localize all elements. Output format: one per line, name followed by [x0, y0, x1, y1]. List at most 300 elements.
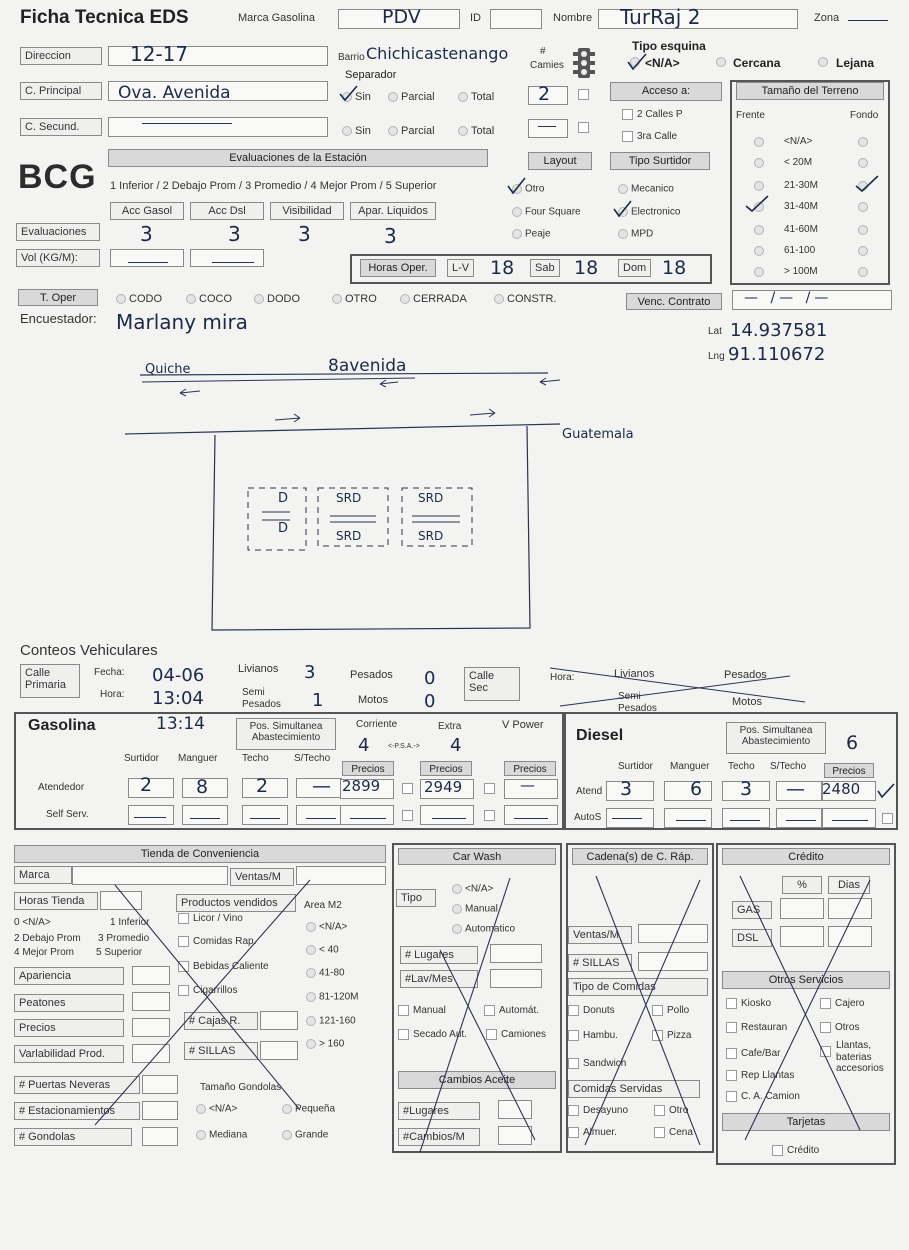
diesel-price-check-mark: [876, 782, 896, 800]
self-dash-2: [190, 818, 220, 819]
cafe-label: Cafe/Bar: [741, 1048, 781, 1060]
camiones-check-2[interactable]: [578, 122, 589, 133]
vol-dash-2: [212, 262, 254, 263]
gondolas-label: # Gondolas: [14, 1128, 132, 1146]
gas-price-3: —: [520, 776, 535, 794]
diesel-at-surtidor: 3: [620, 778, 633, 800]
esquina-lejana-label: Lejana: [836, 56, 875, 70]
toper-label: T. Oper: [18, 289, 98, 306]
gas-self-manguer-field[interactable]: [182, 805, 228, 825]
diesel-auto-check[interactable]: [882, 813, 893, 824]
layout-peaje-label: Peaje: [525, 228, 551, 240]
nombre-value: TurRaj 2: [620, 5, 701, 29]
conteos-title: Conteos Vehiculares: [20, 642, 158, 659]
gas-self-price-2-check[interactable]: [484, 810, 495, 821]
diesel-manguer-col: Manguer: [670, 761, 710, 772]
area-label: Area M2: [304, 900, 342, 911]
gasolina-title: Gasolina: [28, 717, 96, 734]
secund-label: C. Secund.: [20, 118, 102, 136]
esquina-cercana-radio[interactable]: [716, 57, 726, 67]
venc-value: — /— /—: [744, 290, 833, 306]
cw-lav-label: #Lav/Mes: [400, 970, 478, 988]
self-dash-1: [134, 817, 166, 818]
surtidor-header: Tipo Surtidor: [610, 152, 710, 170]
acceso-header: Acceso a:: [610, 82, 722, 101]
vol-field-1[interactable]: [110, 249, 184, 267]
lng-value: 91.110672: [728, 344, 826, 365]
cajas-label: # Cajas R.: [184, 1012, 258, 1030]
dom-label: Dom: [618, 259, 651, 277]
toper-coco-radio[interactable]: [186, 294, 196, 304]
pizza-label: Pizza: [667, 1030, 692, 1042]
terreno-option-label: > 100M: [784, 266, 818, 277]
pesados-label: Pesados: [350, 669, 393, 681]
sep-parcial-opt: Parcial: [388, 92, 435, 103]
cw-camiones-label: Camiones: [501, 1029, 547, 1041]
gas-price-2-check[interactable]: [484, 783, 495, 794]
sep-parcial-radio[interactable]: [388, 92, 398, 102]
diesel-atend-label: Atend: [576, 786, 603, 797]
terreno-option-label: <N/A>: [784, 136, 813, 147]
gas-price-2: 2949: [424, 778, 463, 796]
gas-at-techo: 2: [256, 775, 269, 797]
sab-label: Sab: [530, 259, 560, 277]
lv-label: L-V: [447, 259, 474, 277]
sep-total-opt: Total: [458, 92, 494, 103]
eval-apar-liquidos: 3: [384, 224, 397, 248]
gas-self-price-2-field[interactable]: [420, 805, 474, 825]
fondo-label: Fondo: [850, 110, 879, 121]
horas-label: Horas Oper.: [360, 259, 436, 277]
credito-pct-label: %: [782, 876, 822, 894]
self-dash-4: [306, 818, 336, 819]
gas-precios-1: Precios: [342, 761, 394, 776]
vpower-label: V Power: [502, 719, 544, 731]
gas-self-price-1-check[interactable]: [402, 810, 413, 821]
terreno-fondo-radio[interactable]: [858, 137, 868, 147]
scale-3: 3 Promedio: [98, 933, 150, 944]
autos-dash-5: [832, 820, 868, 821]
livianos-label: Livianos: [238, 663, 279, 675]
gondola-mediana-label: Mediana: [209, 1129, 248, 1141]
secund-dash: [142, 123, 232, 124]
camiones-hash: #: [540, 46, 546, 57]
zona-dash: [848, 20, 888, 21]
apariencia-label: Apariencia: [14, 967, 124, 985]
cajero-label: Cajero: [835, 998, 865, 1010]
separador-label: Separador: [345, 69, 397, 81]
secund-field[interactable]: [108, 117, 328, 137]
tienda-marca-label: Marca: [14, 866, 72, 884]
principal-value: Ova. Avenida: [118, 83, 231, 103]
evaluaciones-label: Evaluaciones: [16, 223, 100, 241]
direccion-value: 12-17: [130, 42, 189, 66]
autos-dash-1: [612, 818, 642, 819]
kiosko-label: Kiosko: [741, 998, 772, 1010]
psa-label: <-P.S.A.->: [388, 743, 420, 750]
barrio-value: Chichicastenango: [366, 44, 509, 63]
sec-total-opt: Total: [458, 126, 494, 137]
diesel-at-manguer: 6: [690, 778, 703, 800]
lng-label: Lng: [708, 351, 725, 362]
terreno-fondo-radio[interactable]: [858, 246, 868, 256]
autos-dash-4: [786, 820, 816, 821]
tienda-sillas-label: # SILLAS: [184, 1042, 258, 1060]
barrio-label: Barrio: [338, 52, 365, 63]
visibilidad-col: Visibilidad: [270, 202, 344, 220]
credito-dsl-label: DSL: [732, 929, 772, 947]
semi2-label: Semi Pesados: [618, 691, 657, 714]
calle-sec-label: Calle Sec: [464, 667, 520, 701]
motos-value: 0: [424, 691, 436, 712]
tres-calle-label: 3ra Calle: [637, 131, 678, 143]
terreno-fondo-radio[interactable]: [858, 158, 868, 168]
area-label: > 160: [319, 1038, 345, 1050]
toper-otro-radio[interactable]: [332, 294, 342, 304]
toper-dodo-label: DODO: [267, 293, 300, 305]
terreno-frente-check-mark: [744, 194, 770, 214]
zona-label: Zona: [814, 12, 840, 24]
cambios-lugares-label: #Lugares: [398, 1102, 480, 1120]
cambios-header: Cambios Aceite: [398, 1071, 556, 1089]
diesel-auto-price-field[interactable]: [822, 808, 876, 828]
gas-self-surtidor-field[interactable]: [128, 805, 174, 825]
hora2-label: Hora:: [550, 672, 575, 683]
cw-lugares-label: # Lugares: [400, 946, 478, 964]
surtidor-mecanico-label: Mecanico: [631, 183, 674, 195]
diesel-auto-manguer-field[interactable]: [664, 808, 712, 828]
gas-manguer-col: Manguer: [178, 753, 218, 764]
otro-comida-label: Otro: [669, 1105, 689, 1117]
principal-label: C. Principal: [20, 82, 102, 100]
area-label: 41-80: [319, 967, 345, 979]
terreno-frente-radio[interactable]: [754, 158, 764, 168]
camiones-check-1[interactable]: [578, 89, 589, 100]
area-label: 121-160: [319, 1015, 356, 1027]
estac-label: # Estacionamientos: [14, 1102, 140, 1120]
tipo-esquina-label: Tipo esquina: [632, 39, 706, 53]
motos-label: Motos: [358, 694, 388, 706]
calle-sec-strike: [540, 662, 810, 712]
cadena-header: Cadena(s) de C. Ráp.: [572, 848, 708, 865]
sandwich-label: Sandwich: [583, 1058, 627, 1070]
producto-label: Cigarrillos: [193, 985, 238, 997]
pesados-value: 0: [424, 668, 436, 689]
hora-label: Hora:: [100, 689, 125, 700]
producto-label: Comidas Rap.: [193, 936, 257, 948]
self-dash-5: [350, 818, 386, 819]
encuestador-label: Encuestador:: [20, 311, 97, 326]
layout-otro-label: Otro: [525, 183, 545, 195]
apar-liquidos-col: Apar. Liquidos: [350, 202, 436, 220]
terreno-fondo-check-mark: [854, 174, 880, 194]
gas-pos-label: Pos. Simultanea Abastecimiento: [236, 718, 336, 750]
eval-acc-gasol: 3: [140, 222, 153, 246]
vol-dash-1: [128, 262, 168, 263]
marca-label: Marca Gasolina: [238, 12, 316, 24]
tamano-label: Tamaño Gondolas: [200, 1082, 282, 1093]
camiones-field-2[interactable]: [528, 119, 568, 138]
esquina-lejana-radio[interactable]: [818, 57, 828, 67]
sketch-d-bottom: D: [278, 521, 289, 536]
livianos2-label: Livianos: [614, 668, 655, 680]
vol-field-2[interactable]: [190, 249, 264, 267]
esquina-check-mark: [626, 52, 648, 72]
terreno-option-label: < 20M: [784, 157, 813, 168]
gondola-grande-label: Grande: [295, 1129, 329, 1141]
productos-label: Productos vendidos: [176, 894, 296, 912]
acc-gasol-col: Acc Gasol: [110, 202, 184, 220]
sec-sin-radio[interactable]: [342, 126, 352, 136]
otros-label: Otros: [835, 1022, 860, 1034]
sab-value: 18: [574, 257, 599, 279]
diesel-title: Diesel: [576, 727, 624, 744]
cw-auto-label: Automatico: [465, 923, 516, 935]
otros-servicios-header: Otros Servicios: [722, 971, 890, 989]
pollo-label: Pollo: [667, 1005, 690, 1017]
producto-label: Bebidas Caliente: [193, 961, 269, 973]
camiones-label: Camies: [530, 60, 564, 71]
sec-sin-opt: Sin: [342, 126, 371, 137]
traffic-light-icon: [572, 47, 596, 79]
autos-dash-3: [730, 820, 760, 821]
gas-precios-2: Precios: [420, 761, 472, 776]
diesel-price: 2480: [822, 780, 861, 798]
terreno-option-label: 61-100: [784, 245, 816, 256]
lat-label: Lat: [708, 326, 722, 337]
producto-label: Licor / Vino: [193, 913, 243, 925]
rep-llantas-label: Rep Llantas: [741, 1070, 795, 1082]
surtidor-mecanico-radio[interactable]: [618, 184, 628, 194]
surtidor-electronico-check-mark: [612, 199, 634, 219]
eval-acc-dsl: 3: [228, 222, 241, 246]
eval-scale: 1 Inferior / 2 Debajo Prom / 3 Promedio / 4 Mejor Prom / 5 Superior: [110, 180, 437, 192]
sketch-street-quiche: Quiche: [145, 362, 191, 377]
diesel-auto-techo-field[interactable]: [722, 808, 770, 828]
scale-4: 4 Mejor Prom: [14, 947, 75, 958]
cw-manual-label: Manual: [465, 903, 498, 915]
tres-calle-check[interactable]: [622, 131, 633, 142]
terreno-option-label: 21-30M: [784, 180, 818, 191]
gas-stecho-col: S/Techo: [294, 753, 331, 764]
tarjeta-credito-label: Crédito: [787, 1145, 820, 1157]
gas-at-surtidor: 2: [140, 774, 153, 796]
section-cross-marks: [0, 840, 909, 1170]
gondola-pequena-label: Pequeña: [295, 1103, 336, 1115]
esquina-cercana-label: Cercana: [733, 56, 781, 70]
tienda-header: Tienda de Conveniencia: [14, 845, 386, 863]
toper-dodo-radio[interactable]: [254, 294, 264, 304]
carwash-header: Car Wash: [398, 848, 556, 865]
sketch-srd-3: SRD: [418, 491, 444, 505]
tienda-precios-label: Precios: [14, 1019, 124, 1037]
toper-cerrada-label: CERRADA: [413, 293, 467, 305]
cw-manual-check-label: Manual: [413, 1005, 446, 1017]
cadena-sillas-label: # SILLAS: [568, 954, 632, 972]
diesel-auto-stecho-field[interactable]: [776, 808, 822, 828]
diesel-precios: Precios: [824, 763, 874, 778]
dos-calles-label: 2 Calles P: [637, 109, 683, 121]
tienda-ventas-label: Ventas/M: [230, 868, 294, 886]
id-field[interactable]: [490, 9, 542, 29]
toper-constr-label: CONSTR.: [507, 293, 557, 305]
calle-primaria-label: Calle Primaria: [20, 664, 80, 698]
terreno-frente-radio[interactable]: [754, 246, 764, 256]
terreno-option-label: 31-40M: [784, 201, 818, 212]
encuestador-value: Marlany mira: [116, 310, 248, 334]
gas-at-manguer: 8: [196, 776, 209, 798]
layout-otro-check-mark: [506, 176, 528, 196]
llantas-label: Llantas, baterias accesorios: [836, 1040, 884, 1074]
sec-parcial-opt: Parcial: [388, 126, 435, 137]
sketch-srd-1: SRD: [336, 491, 362, 505]
variabilidad-label: Varlabilidad Prod.: [14, 1045, 124, 1063]
gas-self-price-1-field[interactable]: [340, 805, 394, 825]
sec-parcial-radio[interactable]: [388, 126, 398, 136]
camiones-value-1: 2: [538, 83, 551, 105]
terreno-fondo-radio[interactable]: [858, 202, 868, 212]
pesados2-label: Pesados: [724, 669, 767, 681]
almuer-label: Almuer.: [583, 1127, 617, 1139]
camiones-dash-2: [538, 126, 556, 127]
terreno-fondo-radio[interactable]: [858, 267, 868, 277]
direccion-label: Direccion: [20, 47, 102, 65]
sketch-srd-2: SRD: [336, 529, 362, 543]
cw-automat-check-label: Automát.: [499, 1005, 540, 1017]
credito-dias-label: Dias: [828, 876, 870, 894]
diesel-surtidor-col: Surtidor: [618, 761, 654, 772]
lv-value: 18: [490, 257, 515, 279]
gas-self-techo-field[interactable]: [242, 805, 288, 825]
layout-foursquare-radio[interactable]: [512, 207, 522, 217]
sketch-city: Guatemala: [562, 427, 634, 442]
terreno-frente-radio[interactable]: [754, 267, 764, 277]
sec-total-radio[interactable]: [458, 126, 468, 136]
livianos-value: 3: [304, 662, 316, 683]
credito-gas-label: GAS: [732, 901, 772, 919]
self-dash-7: [514, 818, 548, 819]
dos-calles-check[interactable]: [622, 109, 633, 120]
gas-self-price-3-field[interactable]: [504, 805, 558, 825]
form-title: Ficha Tecnica EDS: [20, 7, 189, 28]
terreno-fondo-radio[interactable]: [858, 225, 868, 235]
diesel-pos-label: Pos. Simultanea Abastecimiento: [726, 722, 826, 754]
sep-total-radio[interactable]: [458, 92, 468, 102]
hora-value: 13:04: [152, 688, 204, 709]
cw-secado-label: Secado Aut.: [413, 1029, 467, 1041]
terreno-frente-radio[interactable]: [754, 137, 764, 147]
sketch-street-8avenida: 8avenida: [328, 356, 407, 376]
sep-sin-opt: Sin: [342, 92, 371, 103]
gas-surtidor-col: Surtidor: [124, 753, 160, 764]
vol-label: Vol (KG/M):: [16, 249, 100, 267]
scale-5: 5 Superior: [96, 947, 143, 958]
area-label: 81-120M: [319, 991, 359, 1003]
cw-na-label: <N/A>: [465, 883, 494, 895]
dom-value: 18: [662, 257, 687, 279]
diesel-techo-col: Techo: [728, 761, 755, 772]
toper-constr-radio[interactable]: [494, 294, 504, 304]
restauran-label: Restauran: [741, 1022, 788, 1034]
area-label: <N/A>: [319, 921, 348, 933]
fecha-label: Fecha:: [94, 667, 125, 678]
bcg-logo: BCG: [18, 158, 97, 196]
tarjetas-header: Tarjetas: [722, 1113, 890, 1131]
scale-0: 0 <N/A>: [14, 917, 51, 928]
toper-otro-label: OTRO: [345, 293, 377, 305]
surtidor-mpd-radio[interactable]: [618, 229, 628, 239]
surtidor-electronico-label: Electronico: [631, 206, 681, 218]
scale-2: 2 Debajo Prom: [14, 933, 81, 944]
eval-header: Evaluaciones de la Estación: [108, 149, 488, 167]
credito-header: Crédito: [722, 848, 890, 865]
scale-1: 1 Inferior: [110, 917, 150, 928]
gasolina-time: 13:14: [156, 714, 205, 734]
diesel-at-manguer-field[interactable]: [664, 778, 712, 801]
donuts-label: Donuts: [583, 1005, 615, 1017]
gas-techo-col: Techo: [242, 753, 269, 764]
diesel-autos-label: AutoS: [574, 812, 602, 823]
eval-visibilidad: 3: [298, 222, 311, 246]
cena-label: Cena: [669, 1127, 693, 1139]
toper-codo-label: CODO: [129, 293, 162, 305]
sketch-d-top: D: [278, 491, 289, 506]
layout-peaje-radio[interactable]: [512, 229, 522, 239]
self-dash-3: [250, 818, 280, 819]
corriente-label: Corriente: [356, 719, 398, 730]
self-dash-6: [432, 818, 466, 819]
corriente-value: 4: [358, 735, 370, 756]
camion-label: C. A. Camion: [741, 1091, 800, 1103]
toper-cerrada-radio[interactable]: [400, 294, 410, 304]
motos2-label: Motos: [732, 696, 762, 708]
lat-value: 14.937581: [730, 320, 828, 341]
marca-value: PDV: [382, 6, 421, 28]
horas-tienda-label: Horas Tienda: [14, 892, 98, 910]
id-label: ID: [470, 12, 481, 24]
desayuno-label: Desayuno: [583, 1105, 629, 1117]
peatones-label: Peatones: [14, 994, 124, 1012]
sketch-srd-4: SRD: [418, 529, 444, 543]
diesel-stecho-col: S/Techo: [770, 761, 807, 772]
extra-label: Extra: [438, 721, 462, 732]
terreno-frente-radio[interactable]: [754, 181, 764, 191]
comidas-servidas-label: Comidas Servidas: [568, 1080, 700, 1098]
layout-foursquare-label: Four Square: [525, 206, 581, 218]
gas-price-1-check[interactable]: [402, 783, 413, 794]
cadena-ventas-label: Ventas/M: [568, 926, 632, 944]
venc-label: Venc. Contrato: [626, 293, 722, 310]
carwash-tipo-label: Tipo: [396, 889, 436, 907]
extra-value: 4: [450, 735, 462, 756]
cambios-m-label: #Cambios/M: [398, 1128, 480, 1146]
frente-label: Frente: [736, 110, 765, 121]
nombre-label: Nombre: [553, 12, 593, 24]
toper-codo-radio[interactable]: [116, 294, 126, 304]
layout-header: Layout: [528, 152, 592, 170]
self-serv-label: Self Serv.: [46, 809, 89, 820]
gas-at-stecho: —: [312, 775, 331, 797]
gas-self-stecho-field[interactable]: [296, 805, 342, 825]
diesel-pos-value: 6: [846, 732, 859, 754]
tipo-comidas-label: Tipo de Comidas: [568, 978, 708, 996]
acc-dsl-col: Acc Dsl: [190, 202, 264, 220]
surtidor-mpd-label: MPD: [631, 228, 654, 240]
terreno-header: Tamaño del Terreno: [736, 82, 884, 100]
sep-sin-check-mark: [338, 84, 360, 104]
terreno-frente-radio[interactable]: [754, 225, 764, 235]
semi-value: 1: [312, 690, 324, 711]
